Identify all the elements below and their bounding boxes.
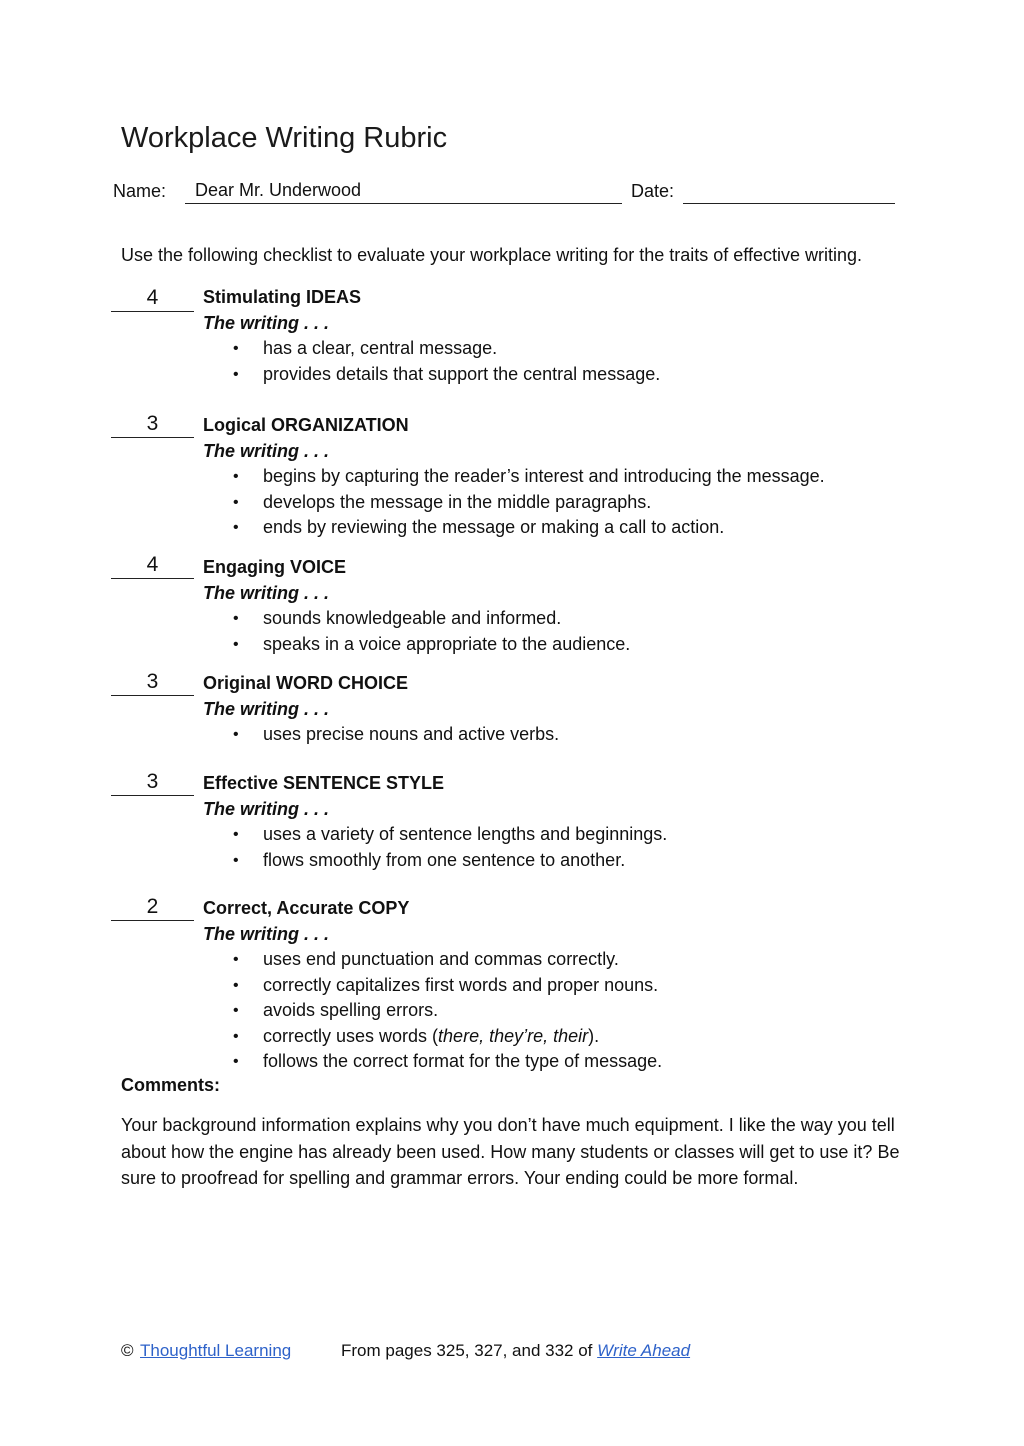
trait-voice	[203, 554, 630, 657]
trait-title: Effective SENTENCE STYLE	[203, 773, 445, 793]
list-item: • ends by reviewing the message or making a call to action.	[233, 515, 825, 541]
trait-title: Original WORD CHOICE	[203, 673, 409, 693]
score-field-word-choice[interactable]: 3	[111, 671, 194, 696]
score-field-organization[interactable]: 3	[111, 413, 194, 438]
bullet-icon: •	[233, 365, 239, 383]
bullet-icon: •	[233, 340, 239, 357]
list-item: • flows smoothly from one sentence to another.	[233, 848, 667, 874]
bullet-icon: •	[233, 468, 239, 485]
trait-criteria-list	[203, 336, 660, 387]
list-item: • follows the correct format for the type of message.	[233, 1049, 662, 1075]
list-item	[233, 1024, 662, 1050]
trait-title: Logical ORGANIZATION	[203, 415, 409, 435]
trait-subtitle: The writing . . .	[203, 313, 329, 333]
trait-organization	[203, 412, 825, 541]
list-item: • uses end punctuation and commas correctly.	[233, 947, 662, 973]
bullet-icon: •	[233, 519, 239, 536]
bullet-icon: •	[233, 1053, 239, 1070]
trait-ideas	[203, 284, 660, 387]
comments-text: Your background information explains why you don’t have much equipment. I like the way you tell about how the engine has already been used. How many students or classes will get to use it? Be sure to proofread for spelling and grammar errors. Your ending could be more formal.	[121, 1115, 900, 1188]
list-item: • begins by capturing the reader’s interest and introducing the message.	[233, 464, 825, 490]
bullet-icon: •	[233, 976, 239, 994]
score-field-sentence-style[interactable]: 3	[111, 771, 194, 796]
list-item: • speaks in a voice appropriate to the audience.	[233, 632, 630, 658]
list-item: • sounds knowledgeable and informed.	[233, 606, 630, 632]
comments-label: Comments:	[121, 1075, 221, 1095]
list-item: • uses a variety of sentence lengths and beginnings.	[233, 822, 667, 848]
page-title: Workplace Writing Rubric	[121, 122, 448, 154]
name-label: Name:	[113, 181, 167, 201]
trait-title: Correct, Accurate COPY	[203, 898, 410, 918]
source-pages-text	[341, 1341, 690, 1361]
bullet-icon: •	[233, 1002, 239, 1019]
list-item: • correctly capitalizes first words and proper nouns.	[233, 973, 662, 999]
list-item: • provides details that support the central message.	[233, 362, 660, 388]
trait-criteria-list	[203, 822, 667, 873]
date-label: Date:	[631, 181, 675, 201]
bullet-icon: •	[233, 610, 239, 627]
name-field[interactable]: Dear Mr. Underwood	[185, 178, 622, 204]
trait-subtitle: The writing . . .	[203, 799, 329, 819]
list-item: • develops the message in the middle paragraphs.	[233, 490, 825, 516]
trait-title: Stimulating IDEAS	[203, 287, 362, 307]
trait-criteria-list	[203, 722, 559, 748]
book-link[interactable]: Write Ahead	[597, 1341, 691, 1360]
date-field[interactable]	[683, 178, 895, 204]
copyright-symbol: ©	[121, 1341, 134, 1360]
trait-sentence-style	[203, 770, 667, 873]
score-field-copy[interactable]: 2	[111, 896, 194, 921]
word-usage-examples: there, they’re, their	[438, 1025, 589, 1046]
bullet-icon: •	[233, 851, 239, 869]
list-item: • has a clear, central message.	[233, 336, 660, 362]
bullet-icon: •	[233, 1027, 239, 1045]
publisher-link[interactable]: Thoughtful Learning	[140, 1341, 292, 1360]
trait-title: Engaging VOICE	[203, 557, 347, 577]
trait-subtitle: The writing . . .	[203, 699, 329, 719]
word-usage-prefix: correctly uses words (	[263, 1025, 439, 1046]
bullet-icon: •	[233, 493, 239, 511]
bullet-icon: •	[233, 726, 239, 743]
word-usage-suffix: ).	[588, 1025, 600, 1046]
trait-subtitle: The writing . . .	[203, 583, 329, 603]
trait-subtitle: The writing . . .	[203, 924, 329, 944]
bullet-icon: •	[233, 951, 239, 968]
list-item: • avoids spelling errors.	[233, 998, 662, 1024]
bullet-icon: •	[233, 826, 239, 843]
list-item: • uses precise nouns and active verbs.	[233, 722, 559, 748]
bullet-icon: •	[233, 635, 239, 653]
source-pages-label: From pages 325, 327, and 332 of	[341, 1341, 593, 1360]
trait-subtitle: The writing . . .	[203, 441, 329, 461]
intro-text: Use the following checklist to evaluate your workplace writing for the traits of effective writing.	[121, 245, 863, 265]
trait-criteria-list	[203, 464, 825, 541]
trait-copy	[203, 895, 662, 1075]
trait-word-choice	[203, 670, 559, 748]
trait-criteria-list	[203, 606, 630, 657]
score-field-voice[interactable]: 4	[111, 554, 194, 579]
trait-criteria-list	[203, 947, 662, 1075]
score-field-ideas[interactable]: 4	[111, 287, 194, 312]
